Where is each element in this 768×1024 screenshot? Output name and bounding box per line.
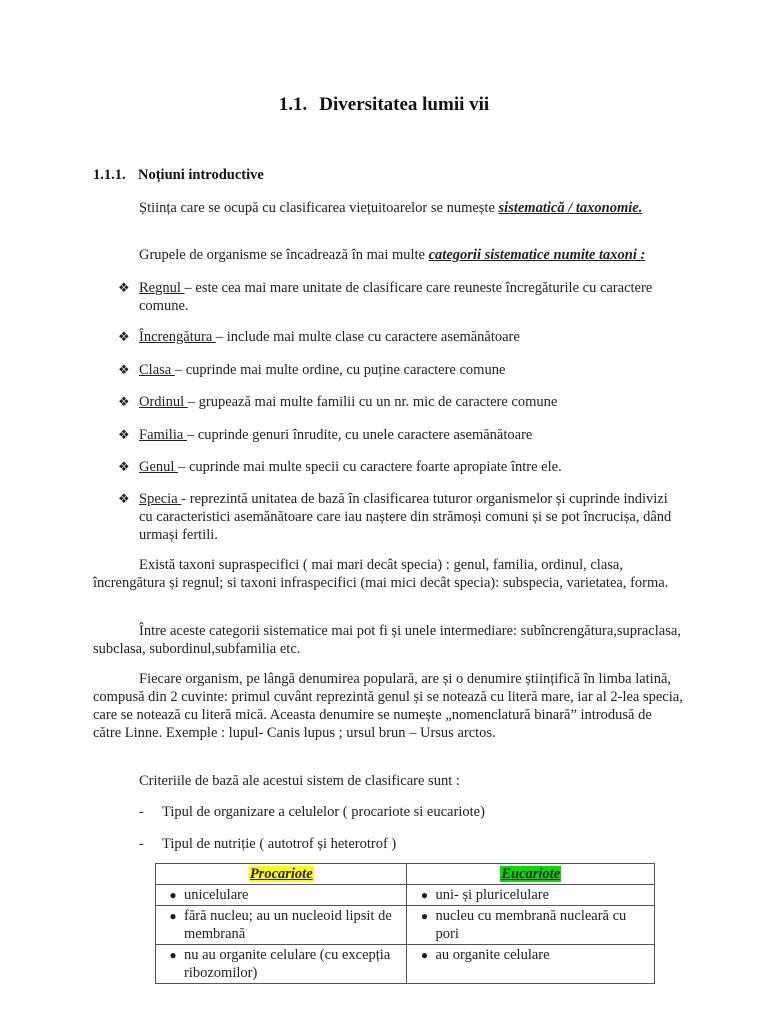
groups-text: Grupele de organisme se încadrează în mai multe — [139, 247, 429, 263]
diamond-bullet-icon: ❖ — [118, 329, 130, 344]
comparison-table — [155, 863, 655, 984]
subsection-number: 1.1.1. — [93, 167, 126, 183]
criteria-intro: Criteriile de bază ale acestui sistem de clasificare sunt : — [139, 773, 460, 789]
dot-bullet-icon: ● — [169, 909, 177, 923]
taxon-term: Clasa — [139, 362, 175, 378]
dot-bullet-icon: ● — [420, 948, 429, 962]
taxon-item — [118, 458, 684, 476]
taxon-item — [118, 328, 684, 346]
taxon-desc: – cuprinde genuri înrudite, cu unele caractere asemănătoare — [186, 427, 533, 443]
criteria-text: Tipul de organizare a celulelor ( procariote si eucariote) — [162, 804, 485, 820]
groups-emphasis: categorii sistematice numite taxoni : — [428, 247, 646, 263]
taxon-item — [118, 361, 684, 379]
table-header-row — [156, 864, 655, 885]
groups-paragraph — [93, 246, 683, 264]
taxon-desc: – grupează mai multe familii cu un nr. mic de caractere comune — [187, 394, 558, 410]
cell-text: nucleu cu membrană nucleară cu pori — [435, 908, 627, 942]
intermediate-paragraph: Între aceste categorii sistematice mai pot fi și unele intermediare: subîncrengătura,supraclasa, subclasa, subordinul,subfamilia etc. — [93, 623, 681, 657]
header-label: Procariote — [249, 866, 313, 882]
taxon-desc: – cuprinde mai multe ordine, cu puține caractere comune — [174, 362, 506, 378]
cell-text: uni- și pluricelulare — [435, 887, 550, 903]
criteria-text: Tipul de nutriție ( autotrof și heterotrof ) — [162, 836, 397, 852]
title-text: Diversitatea lumii vii — [319, 94, 490, 115]
nomenclature-paragraph: Fiecare organism, pe lângă denumirea populară, are și o denumire științifică în limba latină, compusă din 2 cuvinte: primul cuvânt reprezintă genul și se notează cu literă mare, iar al 2-lea specia, care se notează cu literă mică. Aceasta denumire se numește „nomenclatură binară” introdusă de către Linne. Exemple : lupul- Canis lupus ; ursul brun – Ursus arctos. — [93, 671, 683, 741]
dash-bullet: - — [139, 804, 144, 820]
dot-bullet-icon: ● — [420, 888, 429, 902]
diamond-bullet-icon: ❖ — [118, 427, 130, 442]
intro-text: Știința care se ocupă cu clasificarea viețuitoarelor se numește — [139, 200, 499, 216]
cell-text: fără nucleu; au un nucleoid lipsit de membrană — [184, 908, 392, 942]
taxon-term: Familia — [139, 427, 187, 443]
table-cell — [407, 945, 655, 984]
diamond-bullet-icon: ❖ — [118, 459, 130, 474]
header-label: Eucariote — [501, 866, 561, 882]
table-cell — [407, 885, 655, 906]
taxon-desc: – cuprinde mai multe specii cu caractere foarte apropiate între ele. — [178, 459, 562, 475]
table-cell — [156, 885, 407, 906]
dot-bullet-icon: ● — [169, 948, 177, 962]
table-cell — [407, 906, 655, 945]
taxon-item — [118, 393, 684, 411]
cell-text: unicelulare — [184, 887, 249, 903]
subsection-text: Noțiuni introductive — [138, 167, 264, 183]
taxon-term: Specia — [139, 491, 182, 507]
intro-paragraph — [93, 199, 683, 217]
dash-bullet: - — [139, 836, 144, 852]
criteria-item — [139, 835, 684, 853]
table-header-procariote — [156, 864, 407, 885]
table-row — [156, 906, 655, 945]
table-cell — [156, 945, 407, 984]
page-title — [0, 96, 768, 114]
taxon-item — [118, 279, 684, 315]
cell-text: au organite celulare — [435, 947, 550, 963]
cell-text: nu au organite celulare (cu excepția ribozomilor) — [184, 947, 391, 981]
intro-emphasis: sistematică / taxonomie. — [498, 200, 643, 216]
diamond-bullet-icon: ❖ — [118, 362, 130, 377]
taxon-term: Regnul — [139, 280, 185, 296]
taxon-desc: – include mai multe clase cu caractere asemănătoare — [215, 329, 520, 345]
taxon-item — [118, 426, 684, 444]
diamond-bullet-icon: ❖ — [118, 491, 130, 506]
table-row — [156, 885, 655, 906]
taxon-desc: – este cea mai mare unitate de clasificare care reuneste încregăturile cu caractere comune. — [139, 280, 653, 314]
title-number: 1.1. — [278, 94, 308, 115]
taxon-term: Genul — [139, 459, 179, 475]
table-row — [156, 945, 655, 984]
taxon-term: Ordinul — [139, 394, 188, 410]
dot-bullet-icon: ● — [420, 909, 429, 923]
taxon-desc: - reprezintă unitatea de bază în clasificarea tuturor organismelor și cuprinde indivizi cu caracteristici asemănătoare care iau naștere din strămoși comuni și se pot încrucișa, dând urmași fertili. — [139, 491, 672, 543]
supraspecific-paragraph: Există taxoni supraspecifici ( mai mari decât specia) : genul, familia, ordinul, clasa, încrengătura și regnul; si taxoni infraspecifici (mai mici decât specia): subspecia, varietatea, forma. — [93, 557, 669, 591]
table-cell — [156, 906, 407, 945]
taxon-item — [118, 490, 684, 544]
diamond-bullet-icon: ❖ — [118, 394, 130, 409]
criteria-item — [139, 803, 684, 821]
taxon-term: Încrengătura — [139, 329, 216, 345]
dot-bullet-icon: ● — [169, 888, 177, 902]
table-header-eucariote — [407, 864, 655, 885]
diamond-bullet-icon: ❖ — [118, 280, 130, 295]
subsection-heading — [93, 166, 264, 184]
